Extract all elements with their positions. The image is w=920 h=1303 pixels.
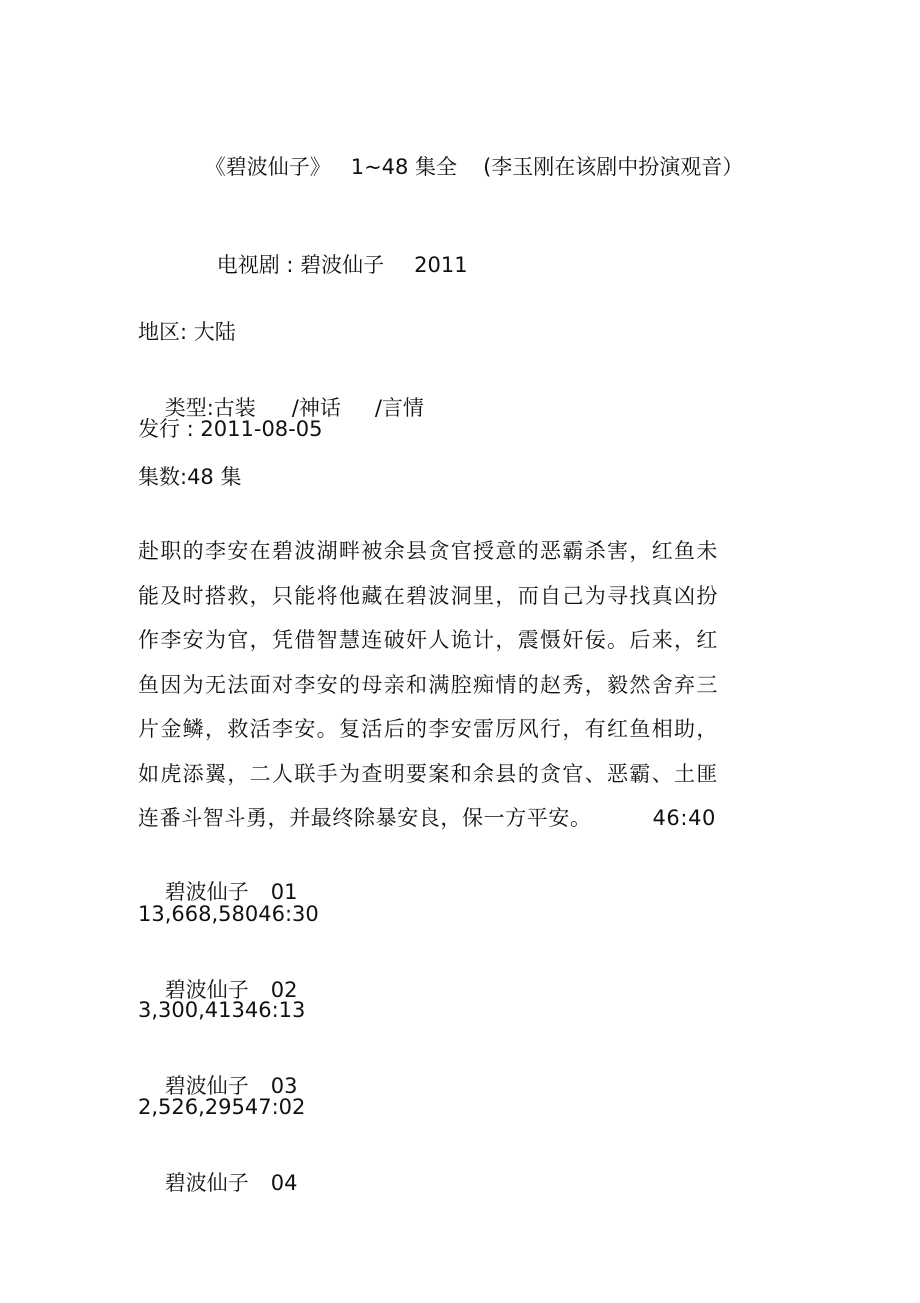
episode-count-line: 集数:48 集: [138, 465, 242, 489]
genre-primary: 类型:古装: [164, 396, 256, 420]
synopsis-paragraph: [138, 529, 718, 841]
episode-name: 碧波仙子: [164, 978, 249, 1002]
episode-number: 03: [270, 1074, 298, 1098]
episode-number: 01: [270, 880, 298, 904]
episode-stats-03: 2,526,29547:02: [138, 1095, 306, 1119]
region-line: 地区: 大陆: [138, 320, 236, 344]
episode-number: 02: [270, 978, 298, 1002]
genre-tertiary: /言情: [374, 396, 424, 420]
title-range: 1~48 集全: [350, 155, 458, 179]
tv-label: 电视剧 : 碧波仙子: [216, 253, 385, 277]
episode-title-04: [138, 1141, 297, 1225]
title-note: (李玉刚在该剧中扮演观音）: [483, 155, 744, 179]
tv-info: [190, 223, 468, 307]
episode-stats-02: 3,300,41346:13: [138, 998, 306, 1022]
genre-secondary: /神话: [291, 396, 341, 420]
episode-name: 碧波仙子: [164, 1074, 249, 1098]
episode-name: 碧波仙子: [164, 1171, 249, 1195]
synopsis-text: 赴职的李安在碧波湖畔被余县贪官授意的恶霸杀害，红鱼未能及时搭救，只能将他藏在碧波洞里，而自己为寻找真凶扮作李安为官，凭借智慧连破奸人诡计，震慑奸佞。后来，红鱼因为无法面对李安的母亲和满腔痴情的赵秀，毅然舍弃三片金鳞，救活李安。复活后的李安雷厉风行，有红鱼相助，如虎添翼，二人联手为查明要案和余县的贪官、恶霸、土匪连番斗智斗勇，并最终除暴安良，保一方平安。: [138, 539, 718, 830]
synopsis-duration: 46:40: [652, 806, 716, 830]
episode-stats-01: 13,668,58046:30: [138, 902, 319, 926]
title-name: 《碧波仙子》: [204, 155, 331, 179]
release-line: 发行 : 2011-08-05: [138, 417, 323, 441]
episode-name: 碧波仙子: [164, 880, 249, 904]
document-title: [178, 125, 743, 209]
tv-year: 2011: [414, 253, 468, 277]
episode-number: 04: [270, 1171, 298, 1195]
